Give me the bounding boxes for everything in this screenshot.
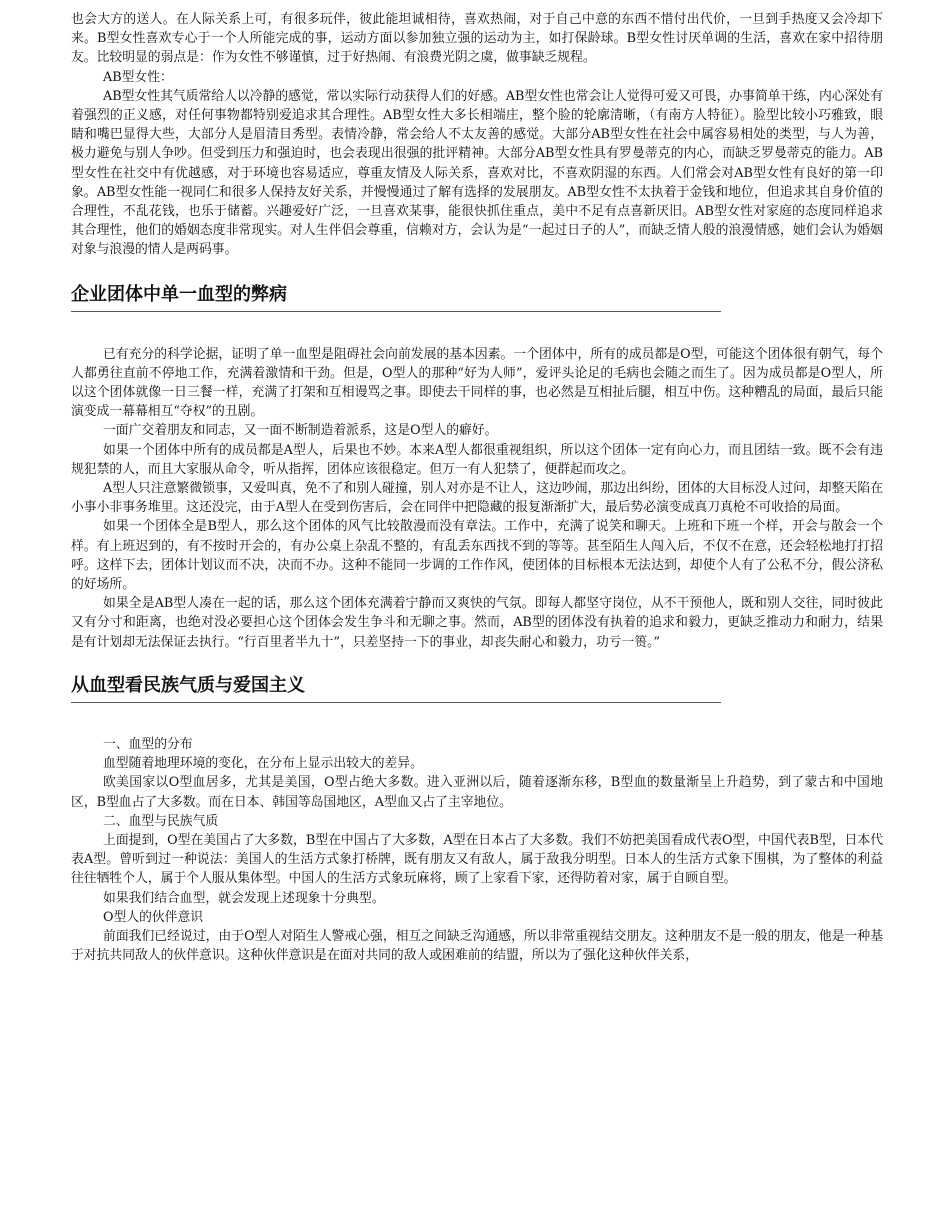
intro-block (71, 10, 883, 260)
paragraph: 一面广交着朋友和同志，又一面不断制造着派系，这是O型人的癖好。 (103, 423, 498, 439)
paragraph: 血型随着地理环境的变化，在分布上显示出较大的差异。 (103, 756, 423, 772)
paragraph: A型人只注意繁微锁事，又爱叫真，免不了和别人碰撞，别人对亦是不让人，这边吵闹，那边出纠纷，团体的大目标没人过问，却整天陷在小事小非事务堆里。这还没完，由于A型人在受到伤害后，会在同伴中把隐藏的报复渐渐扩大，最后势必演变成真刀真枪不可收拾的局面。 (71, 481, 883, 516)
paragraph: AB型女性其气质常给人以冷静的感觉，常以实际行动获得人们的好感。AB型女性也常会让人觉得可爱又可畏，办事简单干练，内心深处有着强烈的正义感，对任何事物都特别爱追求其合理性。AB型女性大多长相端庄，整个脸的轮廓清晰，（有南方人特征）。脸型比较小巧雅致，眼睛和嘴巴显得大些，大部分人是眉清目秀型。表情冷静，常会给人不太友善的感觉。大部分AB型女性在社会中属容易相处的类型，与人为善，极力避免与别人争吵。但受到压力和强迫时，也会表现出很强的批评精神。大部分AB型女性具有罗曼蒂克的内心，而缺乏罗曼蒂克的能力。AB型女性在社交中有优越感，对于环境也容易适应，尊重友情及人际关系，喜欢对比，不喜欢阴湿的东西。人们常会对AB型女性有良好的第一印象。AB型女性能一视同仁和很多人保持友好关系，并慢慢通过了解有选择的发展朋友。AB型女性不太执着于金钱和地位，但追求其自身价值的合理性，不乱花钱，也乐于储蓄。兴趣爱好广泛，一旦喜欢某事，能很快抓住重点，美中不足有点喜新厌旧。AB型女性对家庭的态度同样追求其合理性，他们的婚姻态度非常现实。对人生伴侣会尊重，信赖对方，会认为是“一起过日子的人”，而缺乏情人般的浪漫情感，她们会认为婚姻对象与浪漫的情人是两码事。 (71, 88, 883, 258)
document-page (71, 10, 883, 965)
section-divider (71, 311, 721, 312)
section-body (71, 345, 883, 652)
paragraph: 如果一个团体全是B型人，那么这个团体的风气比较散漫而没有章法。工作中，充满了说笑和聊天。上班和下班一个样，开会与散会一个样。有上班迟到的，有不按时开会的，有办公桌上杂乱不整的，有乱丢东西找不到的等等。甚至陌生人闯入后，不仅不在意，还会轻松地打打招呼。这样下去，团体计划议而不决，决而不办。这种不能同一步调的工作作风，使团体的目标根本无法达到，却使个人有了公私不分，假公济私的好场所。 (71, 519, 883, 593)
subheading: 二、血型与民族气质 (103, 813, 219, 829)
subheading-ab-women: AB型女性： (103, 69, 173, 85)
section-title: 从血型看民族气质与爱国主义 (71, 674, 305, 696)
section-title: 企业团体中单一血型的弊病 (71, 283, 287, 305)
subheading: 一、血型的分布 (103, 736, 193, 752)
paragraph: 已有充分的科学论据，证明了单一血型是阻碍社会向前发展的基本因素。一个团体中，所有的成员都是O型，可能这个团体很有朝气，每个人都勇往直前不停地工作，充满着激情和干劲。但是，O型人的那种“好为人师”，爱评头论足的毛病也会随之而生了。因为成员都是O型人，所以这个团体就像一日三餐一样，充满了打架和互相谩骂之事。即使去干同样的事，也必然是互相扯后腿，相互中伤。这种糟乱的局面，最后只能演变成一幕幕相互“夺权”的丑剧。 (71, 346, 883, 420)
paragraph: 也会大方的送人。在人际关系上可，有很多玩伴，彼此能坦诚相待，喜欢热闹，对于自己中意的东西不惜付出代价，一旦到手热度又会冷却下来。B型女性喜欢专心于一个人所能完成的事，运动方面以参加独立强的运动为主，如打保龄球。B型女性讨厌单调的生活，喜欢在家中招待朋友。比较明显的弱点是：作为女性不够谨慎，过于好热闹、有浪费光阴之虞，做事缺乏规程。 (71, 12, 883, 66)
section-divider (71, 702, 721, 703)
paragraph: 上面提到，O型在美国占了大多数，B型在中国占了大多数，A型在日本占了大多数。我们不妨把美国看成代表O型，中国代表B型，日本代表A型。曾听到过一种说法：美国人的生活方式象打桥牌，既有朋友又有敌人，属于敌我分明型。日本人的生活方式象下围棋，为了整体的利益往往牺牲个人，属于个人服从集体型。中国人的生活方式象玩麻将，顾了上家看下家，还得防着对家，属于自顾自型。 (71, 832, 883, 887)
paragraph: 如果我们结合血型，就会发现上述现象十分典型。 (103, 890, 385, 906)
paragraph: 前面我们已经说过，由于O型人对陌生人警戒心强，相互之间缺乏沟通感，所以非常重视结交朋友。这种朋友不是一般的朋友，他是一种基于对抗共同敌人的伙伴意识。这种伙伴意识是在面对共同的敌人或困难前的结盟，所以为了强化这种伙伴关系， (71, 928, 883, 964)
paragraph: 欧美国家以O型血居多，尤其是美国，O型占绝大多数。进入亚洲以后，随着逐渐东移，B型血的数量渐呈上升趋势，到了蒙古和中国地区，B型血占了大多数。而在日本、韩国等岛国地区，A型血又占了主宰地位。 (71, 775, 883, 810)
subheading: O型人的伙伴意识 (103, 909, 204, 925)
paragraph: 如果一个团体中所有的成员都是A型人，后果也不妙。本来A型人都很重视组织，所以这个团体一定有向心力，而且团结一致。既不会有违规犯禁的人，而且大家服从命令，听从指挥，团体应该很稳定。但万一有人犯禁了，便群起而攻之。 (71, 442, 883, 477)
paragraph: 如果全是AB型人凑在一起的话，那么这个团体充满着宁静而又爽快的气氛。即每人都坚守岗位，从不干预他人，既和别人交往，同时彼此又有分寸和距离，也绝对没必要担心这个团体会发生争斗和无聊之事。然而，AB型的团体没有执着的追求和毅力，更缺乏推动力和耐力，结果是有计划却无法保证去执行。“行百里者半九十”，只差坚持一下的事业，却丧失耐心和毅力，功亏一篑。” (71, 596, 883, 650)
section-body (71, 735, 883, 965)
